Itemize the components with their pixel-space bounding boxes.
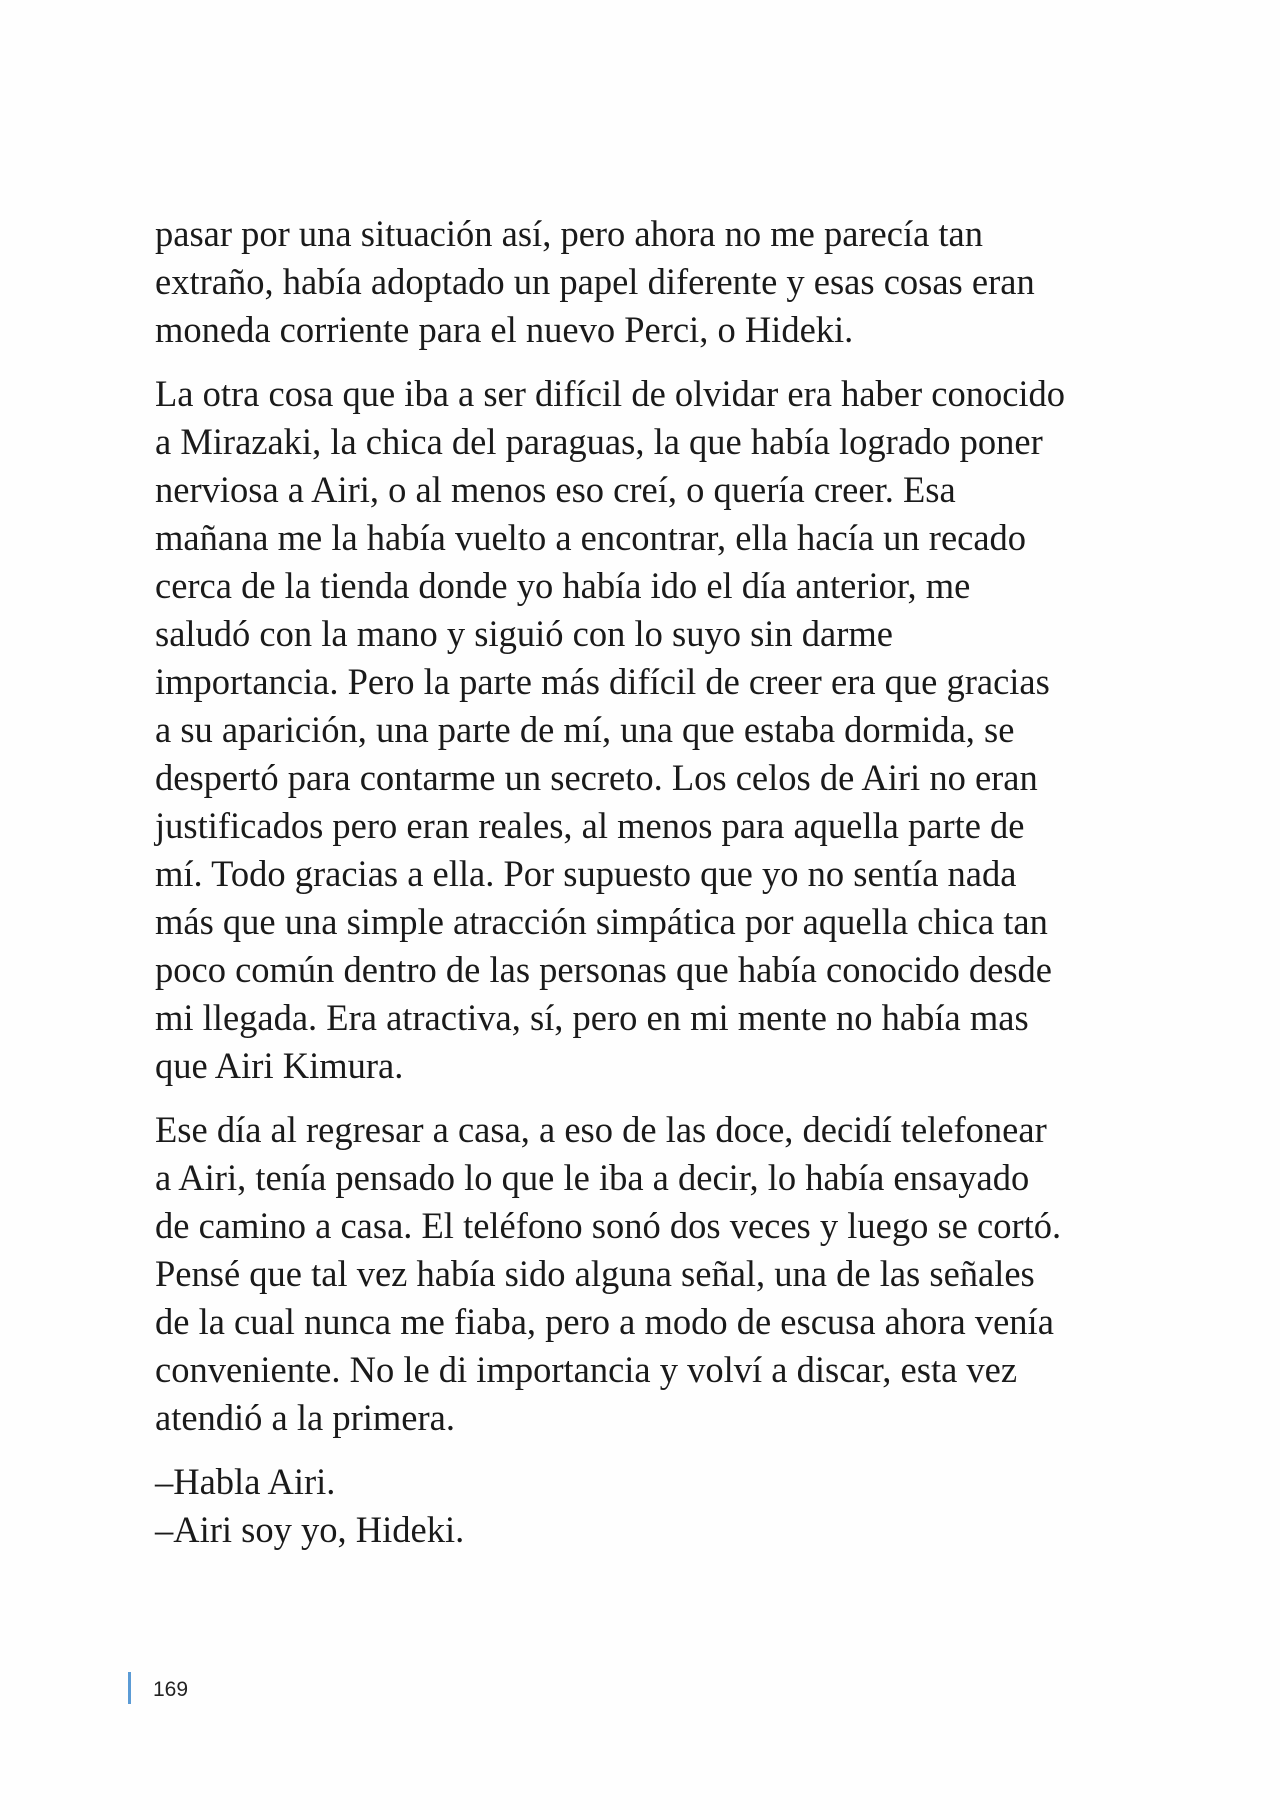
text-line: mañana me la había vuelto a encontrar, ella hacía un recado (155, 517, 1027, 558)
text-line: saludó con la mano y siguió con lo suyo sin darme (155, 613, 894, 654)
text-line: que Airi Kimura. (155, 1045, 404, 1086)
dialogue (155, 1458, 1145, 1554)
text-line: extraño, había adoptado un papel diferente y esas cosas eran (155, 261, 1035, 302)
text-line: La otra cosa que iba a ser difícil de olvidar era haber conocido (155, 373, 1066, 414)
footer-accent-rule (128, 1672, 131, 1704)
text-line: cerca de la tienda donde yo había ido el día anterior, me (155, 565, 971, 606)
text-line: de camino a casa. El teléfono sonó dos veces y luego se cortó. (155, 1205, 1062, 1246)
text-line: atendió a la primera. (155, 1397, 455, 1438)
text-line: mí. Todo gracias a ella. Por supuesto que yo no sentía nada (155, 853, 1017, 894)
text-line: mi llegada. Era atractiva, sí, pero en mi mente no había mas (155, 997, 1029, 1038)
paragraph-2 (155, 370, 1145, 1090)
body-text (155, 210, 1145, 1554)
dialogue-line: –Habla Airi. (155, 1461, 336, 1502)
text-line: despertó para contarme un secreto. Los celos de Airi no eran (155, 757, 1038, 798)
page-number: 169 (153, 1678, 189, 1701)
paragraph-3 (155, 1106, 1145, 1442)
dialogue-line: –Airi soy yo, Hideki. (155, 1509, 465, 1550)
text-line: a Airi, tenía pensado lo que le iba a decir, lo había ensayado (155, 1157, 1030, 1198)
text-line: moneda corriente para el nuevo Perci, o Hideki. (155, 309, 854, 350)
text-line: pasar por una situación así, pero ahora no me parecía tan (155, 213, 984, 254)
text-line: nerviosa a Airi, o al menos eso creí, o quería creer. Esa (155, 469, 956, 510)
text-line: Ese día al regresar a casa, a eso de las doce, decidí telefonear (155, 1109, 1047, 1150)
text-line: justificados pero eran reales, al menos para aquella parte de (155, 805, 1025, 846)
text-line: importancia. Pero la parte más difícil de creer era que gracias (155, 661, 1050, 702)
paragraph-1 (155, 210, 1145, 354)
page-footer (128, 1672, 188, 1704)
text-line: más que una simple atracción simpática por aquella chica tan (155, 901, 1048, 942)
text-line: Pensé que tal vez había sido alguna señal, una de las señales (155, 1253, 1035, 1294)
text-line: poco común dentro de las personas que había conocido desde (155, 949, 1053, 990)
text-line: a su aparición, una parte de mí, una que estaba dormida, se (155, 709, 1015, 750)
text-line: a Mirazaki, la chica del paraguas, la que había logrado poner (155, 421, 1043, 462)
text-line: conveniente. No le di importancia y volví a discar, esta vez (155, 1349, 1018, 1390)
text-line: de la cual nunca me fiaba, pero a modo de escusa ahora venía (155, 1301, 1054, 1342)
